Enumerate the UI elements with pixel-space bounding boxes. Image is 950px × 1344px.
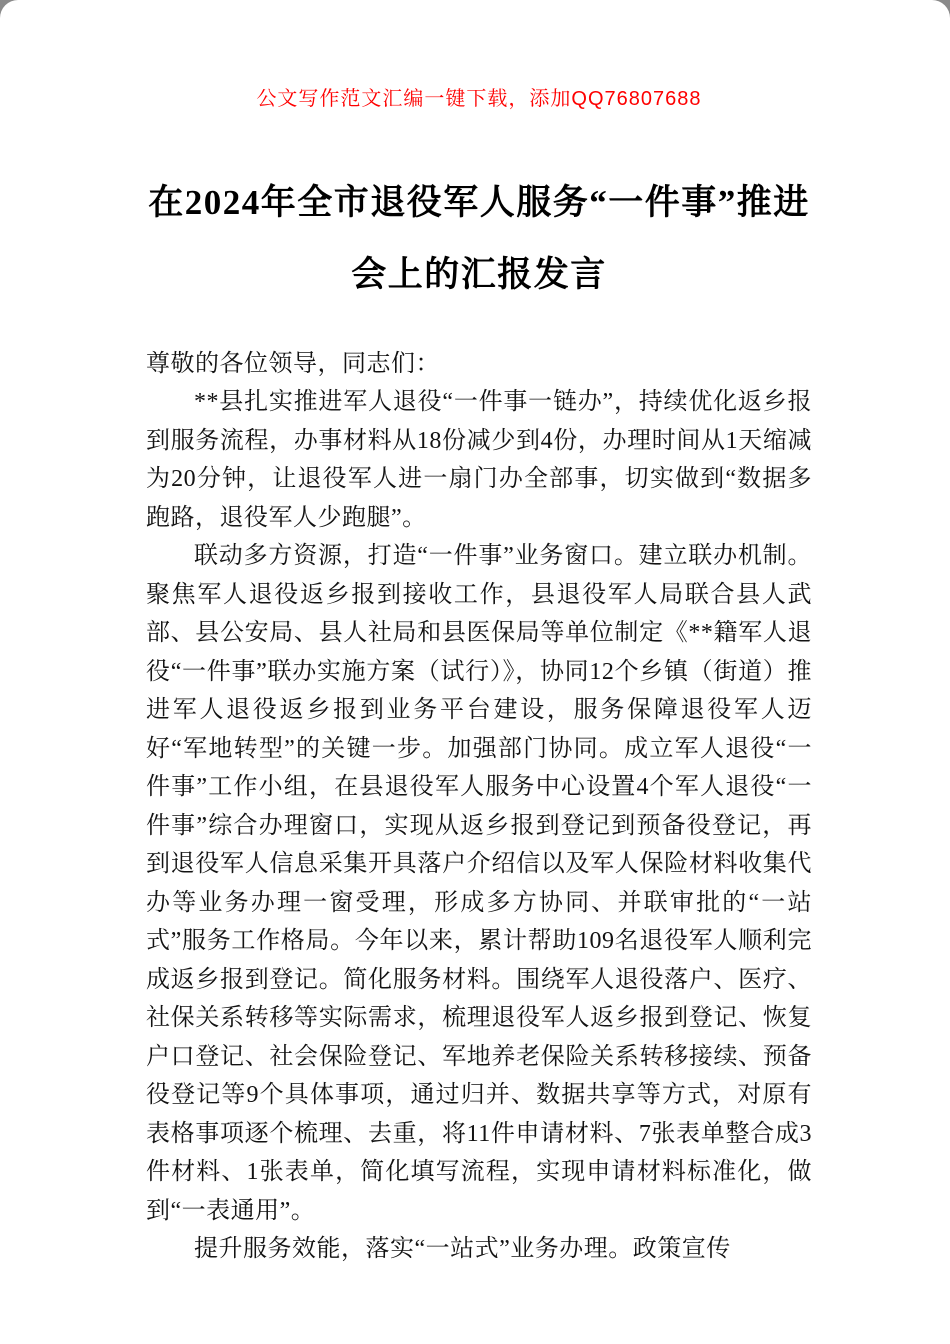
document-body [146, 345, 812, 1269]
salutation-line: 尊敬的各位领导，同志们： [146, 350, 440, 377]
paragraph-intro: **县扎实推进军人退役“一件事一链办”，持续优化返乡报到服务流程，办事材料从18份减少到4份，办理时间从1天缩减为20分钟，让退役军人进一扇门办全部事，切实做到“数据多跑路，退役军人少跑腿”。 [146, 389, 812, 531]
paragraph-next-section: 提升服务效能，落实“一站式”业务办理。政策宣传 [194, 1236, 731, 1262]
promo-banner-text: 公文写作范文汇编一键下载，添加QQ76807688 [256, 88, 702, 110]
document-title: 在2024年全市退役军人服务“一件事”推进会上的汇报发言 [148, 183, 810, 294]
paragraph-main: 联动多方资源，打造“一件事”业务窗口。建立联办机制。聚焦军人退役返乡报到接收工作，县退役军人局联合县人武部、县公安局、县人社局和县医保局等单位制定《**籍军人退役“一件事”联办实施方案（试行）》，协同12个乡镇（街道）推进军人退役返乡报到业务平台建设，服务保障退役军人迈好“军地转型”的关键一步。加强部门协同。成立军人退役“一件事”工作小组，在县退役军人服务中心设置4个军人退役“一件事”综合办理窗口，实现从返乡报到登记到预备役登记，再到退役军人信息采集开具落户介绍信以及军人保险材料收集代办等业务办理一窗受理，形成多方协同、并联审批的“一站式”服务工作格局。今年以来，累计帮助109名退役军人顺利完成返乡报到登记。简化服务材料。围绕军人退役落户、医疗、社保关系转移等实际需求，梳理退役军人返乡报到登记、恢复户口登记、社会保险登记、军地养老保险关系转移接续、预备役登记等9个具体事项，通过归并、数据共享等方式，对原有表格事项逐个梳理、去重，将11件申请材料、7张表单整合成3件材料、1张表单，简化填写流程，实现申请材料标准化，做到“一表通用”。 [146, 543, 812, 1224]
